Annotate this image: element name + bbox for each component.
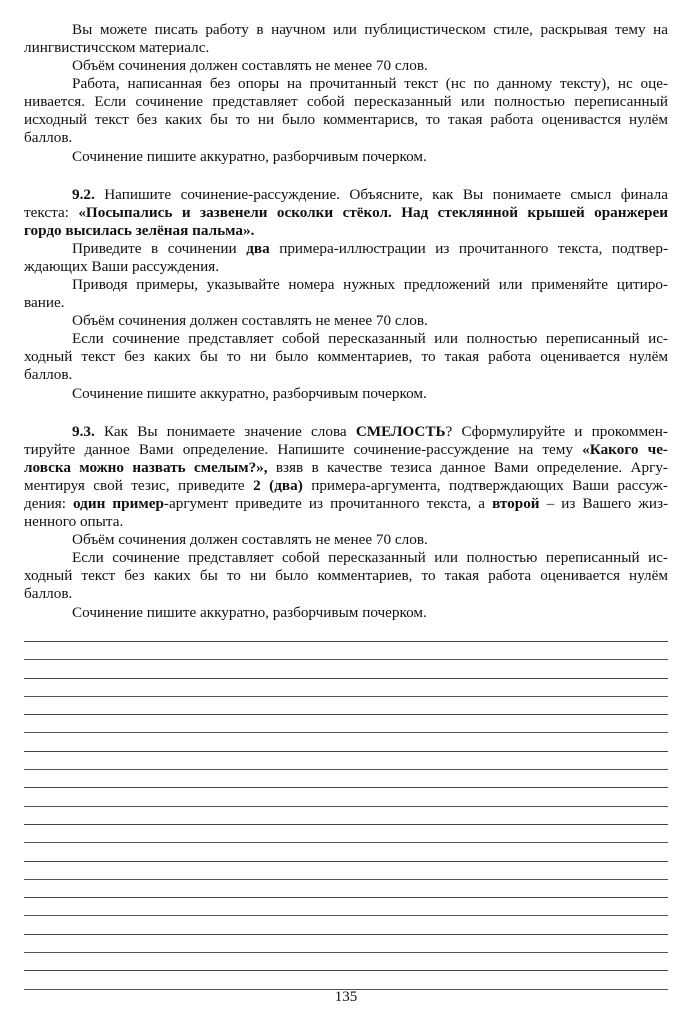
- text: тируйте данное Вами определение. Напишите сочинение-рассуждение на тему: [24, 441, 583, 458]
- answer-line: [24, 769, 668, 770]
- text-line: [24, 204, 668, 222]
- bold-text: 9.3.: [72, 423, 95, 440]
- bold-text: 2 (два): [253, 477, 303, 494]
- answer-line: [24, 970, 668, 971]
- text: Как Вы понимаете значение слова: [94, 423, 356, 440]
- answer-line: [24, 824, 668, 825]
- text-line: [24, 549, 668, 567]
- text-line: [24, 513, 668, 531]
- text: баллов.: [24, 129, 73, 146]
- text-line: [24, 459, 668, 477]
- text: лингвистичсском материалс.: [24, 39, 210, 56]
- paragraph: [24, 549, 668, 603]
- task-section: [24, 423, 668, 622]
- text: Вы можете писать работу в научном или публицистическом стиле, раскрывая тему на: [72, 21, 668, 38]
- text-line: [24, 330, 668, 348]
- text: Объём сочинения должен составлять не менее 70 слов.: [72, 57, 428, 74]
- answer-line: [24, 787, 668, 788]
- bold-text: 9.2.: [72, 186, 95, 203]
- text: вание.: [24, 294, 65, 311]
- text-line: [24, 567, 668, 585]
- text-line: [24, 531, 668, 549]
- answer-line: [24, 714, 668, 715]
- text: ходный текст без каких бы то ни было комментариев, то такая работа оценивается нулём: [24, 567, 668, 584]
- text: Сочинение пишите аккуратно, разборчивым почерком.: [72, 604, 427, 621]
- paragraph: [24, 531, 668, 549]
- text-line: [24, 93, 668, 111]
- text: Приводя примеры, указывайте номера нужных предложений или применяйте цитиро-: [72, 276, 668, 293]
- text: баллов.: [24, 585, 73, 602]
- text: Работа, написанная без опоры на прочитанный текст (нс по данному тексту), нс оце-: [72, 75, 668, 92]
- answer-line: [24, 842, 668, 843]
- text-line: [24, 366, 668, 384]
- text: примера-аргумента, подтверждающих Ваши рассуж-: [302, 477, 668, 494]
- answer-line: [24, 861, 668, 862]
- text-line: [24, 294, 668, 312]
- bold-text: два: [246, 240, 270, 257]
- document-body: [24, 21, 668, 622]
- text-line: [24, 348, 668, 366]
- text-line: [24, 385, 668, 403]
- answer-line: [24, 641, 668, 642]
- answer-line: [24, 751, 668, 752]
- answer-line: [24, 696, 668, 697]
- text-line: [24, 57, 668, 75]
- text-line: [24, 21, 668, 39]
- text-line: [24, 276, 668, 294]
- text: взяв в качестве тезиса данное Вами определение. Аргу-: [267, 459, 668, 476]
- text: баллов.: [24, 366, 73, 383]
- bold-text: один пример: [73, 495, 164, 512]
- answer-lines: [24, 641, 668, 1007]
- bold-text: СМЕЛОСТЬ: [355, 423, 446, 440]
- text-line: [24, 312, 668, 330]
- text: Сочинение пишите аккуратно, разборчивым почерком.: [72, 148, 427, 165]
- paragraph: [24, 75, 668, 147]
- text-line: [24, 585, 668, 603]
- text-line: [24, 423, 668, 441]
- paragraph: [24, 240, 668, 276]
- text: Объём сочинения должен составлять не менее 70 слов.: [72, 531, 428, 548]
- text: ненного опыта.: [24, 513, 124, 530]
- paragraph: [24, 57, 668, 75]
- text-line: [24, 495, 668, 513]
- text-line: [24, 129, 668, 147]
- text-line: [24, 186, 668, 204]
- text: Если сочинение представляет собой пересказанный или полностью переписанный ис-: [72, 330, 668, 347]
- paragraph: [24, 604, 668, 622]
- answer-line: [24, 952, 668, 953]
- paragraph: [24, 385, 668, 403]
- paragraph: [24, 276, 668, 312]
- bold-text: ловска можно назвать смелым?»,: [24, 459, 268, 476]
- paragraph: [24, 148, 668, 166]
- text-line: [24, 39, 668, 57]
- answer-line: [24, 897, 668, 898]
- answer-line: [24, 732, 668, 733]
- paragraph: [24, 330, 668, 384]
- task-section: [24, 21, 668, 166]
- bold-text: гордо высилась зелёная пальма».: [24, 222, 255, 239]
- text: Если сочинение представляет собой пересказанный или полностью переписанный ис-: [72, 549, 668, 566]
- page-number: 135: [334, 989, 358, 1005]
- text-line: [24, 222, 668, 240]
- bold-text: «Посыпались и зазвенели осколки стёкол. Над стеклянной крышей оранжереи: [78, 204, 668, 221]
- text: примера-иллюстрации из прочитанного текста, подтвер-: [269, 240, 668, 257]
- text: текста:: [24, 204, 79, 221]
- text: -аргумент приведите из прочитанного текста, а: [163, 495, 493, 512]
- task-section: [24, 186, 668, 403]
- bold-text: второй: [492, 495, 540, 512]
- text: ? Сформулируйте и прокоммен-: [445, 423, 668, 440]
- text-line: [24, 75, 668, 93]
- text: Сочинение пишите аккуратно, разборчивым почерком.: [72, 385, 427, 402]
- text-line: [24, 477, 668, 495]
- paragraph: [24, 423, 668, 531]
- bold-text: «Какого че-: [582, 441, 668, 458]
- text: ментируя свой тезис, приведите: [24, 477, 254, 494]
- text-line: [24, 148, 668, 166]
- text-line: [24, 111, 668, 129]
- answer-line: [24, 879, 668, 880]
- text: ждающих Ваши рассуждения.: [24, 258, 220, 275]
- text: ходный текст без каких бы то ни было комментариев, то такая работа оценивается нулём: [24, 348, 668, 365]
- text-line: [24, 240, 668, 258]
- text-line: [24, 604, 668, 622]
- answer-line: [24, 659, 668, 660]
- paragraph: [24, 312, 668, 330]
- text: дения:: [24, 495, 74, 512]
- text-line: [24, 441, 668, 459]
- text: исходный текст без каких бы то ни было комментарисв, то такая работа оценивастся нулём: [24, 111, 668, 128]
- paragraph: [24, 186, 668, 240]
- text: нивается. Если сочинение представляет собой пересказанный или полностью переписанный: [24, 93, 668, 110]
- answer-line: [24, 678, 668, 679]
- answer-line: [24, 934, 668, 935]
- text: Напишите сочинение-рассуждение. Объясните, как Вы понимаете смысл финала: [94, 186, 668, 203]
- text: – из Вашего жиз-: [539, 495, 669, 512]
- paragraph: [24, 21, 668, 57]
- text: Объём сочинения должен составлять не менее 70 слов.: [72, 312, 428, 329]
- text: Приведите в сочинении: [72, 240, 247, 257]
- answer-line: [24, 806, 668, 807]
- text-line: [24, 258, 668, 276]
- answer-line: [24, 915, 668, 916]
